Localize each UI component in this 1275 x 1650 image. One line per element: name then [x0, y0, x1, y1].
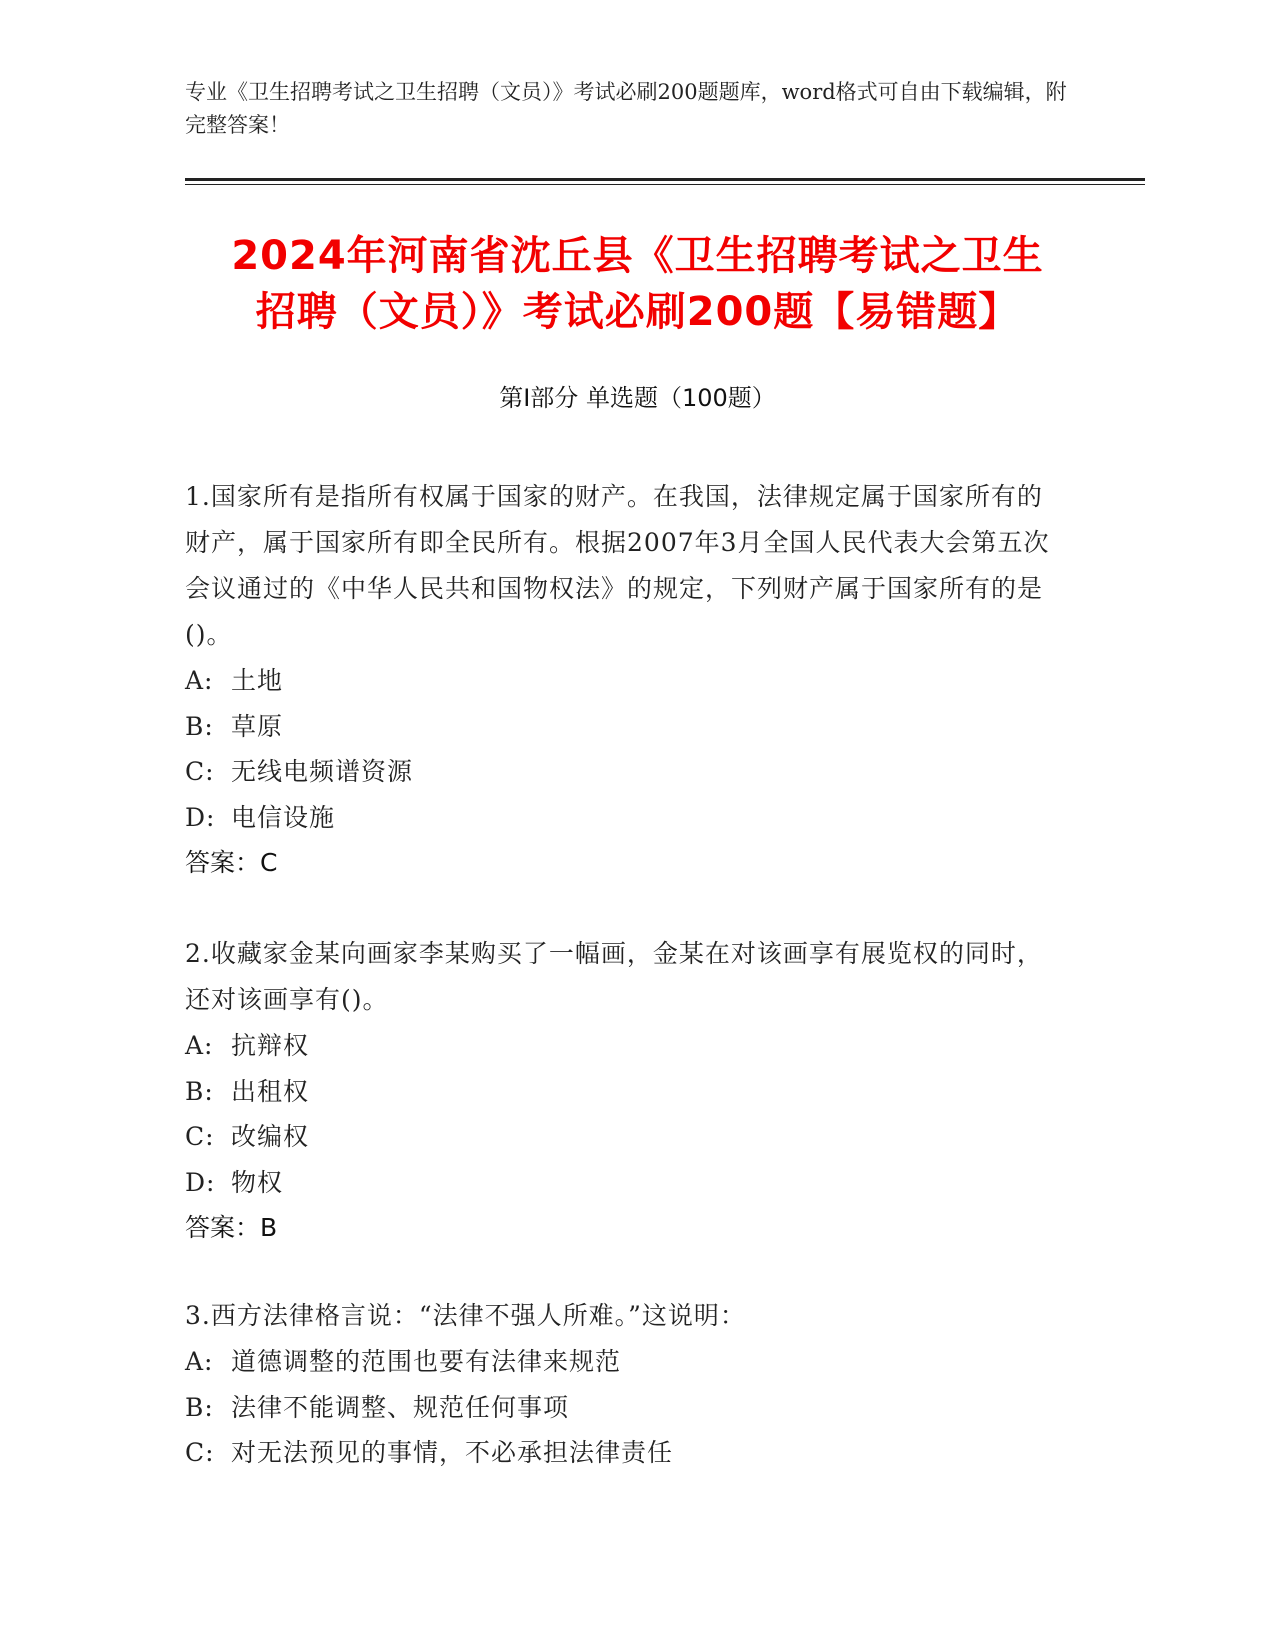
option-text: 出租权 — [231, 1076, 310, 1106]
option-d — [185, 795, 1065, 841]
page-title-line-1: 2024年河南省沈丘县《卫生招聘考试之卫生 — [231, 233, 1044, 279]
option-key: A: — [185, 1031, 214, 1060]
header-note: 专业《卫生招聘考试之卫生招聘（文员）》考试必刷200题题库，word格式可自由下载编辑，附完整答案！ — [185, 80, 1067, 137]
option-text: 无线电频谱资源 — [231, 757, 414, 786]
header-divider-thin — [185, 184, 1145, 185]
question-3 — [185, 1293, 1065, 1476]
answer: 答案：B — [185, 1213, 278, 1242]
option-key: C: — [185, 757, 215, 786]
option-text: 法律不能调整、规范任何事项 — [231, 1392, 570, 1422]
option-text: 对无法预见的事情，不必承担法律责任 — [231, 1438, 674, 1467]
option-text: 改编权 — [231, 1122, 310, 1151]
option-text: 物权 — [231, 1167, 284, 1197]
option-text: 道德调整的范围也要有法律来规范 — [231, 1347, 622, 1376]
section-title: 第Ⅰ部分 单选题（100题） — [499, 384, 776, 412]
option-key: B: — [185, 711, 214, 741]
option-key: D: — [185, 802, 216, 832]
answer: 答案：C — [185, 848, 278, 877]
option-key: D: — [185, 1167, 216, 1197]
option-key: C: — [185, 1438, 215, 1467]
option-key: A: — [185, 1347, 214, 1376]
option-text: 电信设施 — [231, 802, 336, 832]
option-b — [185, 1069, 1065, 1115]
option-b — [185, 1385, 1065, 1431]
question-stem: 2.收藏家金某向画家李某购买了一幅画，金某在对该画享有展览权的同时，还对该画享有()。 — [185, 939, 1043, 1014]
page-title-line-2: 招聘（文员）》考试必刷200题【易错题】 — [255, 289, 1020, 335]
option-d — [185, 1160, 1065, 1206]
option-key: C: — [185, 1122, 215, 1151]
option-text: 草原 — [231, 711, 284, 741]
option-text: 抗辩权 — [231, 1031, 310, 1060]
option-a — [185, 658, 1065, 704]
question-stem: 1.国家所有是指所有权属于国家的财产。在我国，法律规定属于国家所有的财产，属于国家所有即全民所有。根据2007年3月全国人民代表大会第五次会议通过的《中华人民共和国物权法》的规定，下列财产属于国家所有的是()。 — [185, 482, 1050, 649]
page-title — [185, 228, 1090, 340]
question-1 — [185, 474, 1065, 886]
option-a — [185, 1023, 1065, 1069]
option-c — [185, 1114, 1065, 1160]
question-2 — [185, 931, 1065, 1251]
option-key: A: — [185, 666, 214, 695]
option-a — [185, 1339, 1065, 1385]
option-key: B: — [185, 1076, 214, 1106]
option-c — [185, 749, 1065, 795]
header-divider-thick — [185, 178, 1145, 181]
option-text: 土地 — [231, 666, 284, 695]
option-b — [185, 704, 1065, 750]
question-stem: 3.西方法律格言说：“法律不强人所难。”这说明： — [185, 1301, 746, 1330]
option-key: B: — [185, 1392, 214, 1422]
option-c — [185, 1430, 1065, 1476]
